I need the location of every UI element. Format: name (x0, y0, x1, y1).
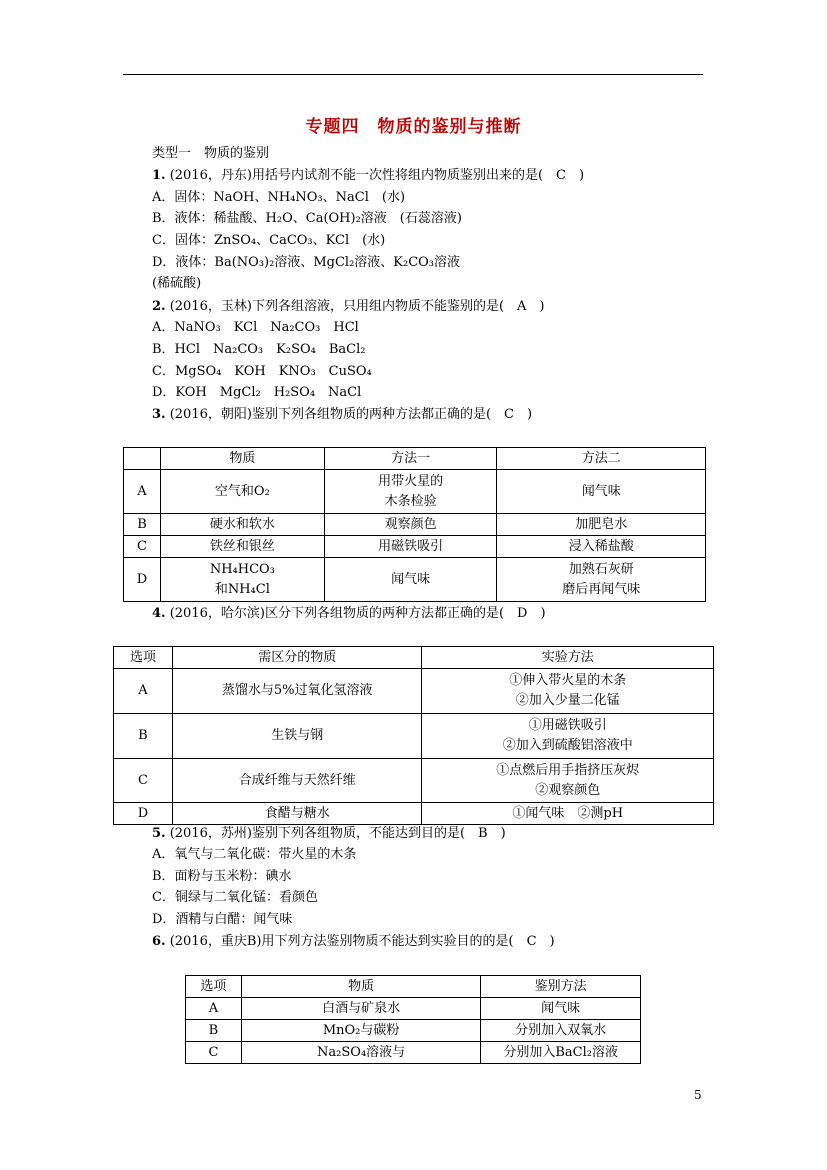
question-5-stem: (2016，苏州)鉴别下列各组物质，不能达到目的是( B ) (169, 826, 506, 841)
q1-option-d-reagent: (稀硫酸) (152, 276, 202, 291)
table-cell: ①闻气味 ②测pH (422, 803, 714, 825)
table-cell: 浸入稀盐酸 (497, 536, 706, 558)
q2-option-c: C．MgSO₄ KOH KNO₃ CuSO₄ (152, 364, 372, 379)
table-row (114, 803, 714, 825)
table-cell: Na₂SO₄溶液与 (241, 1042, 480, 1064)
table-cell: C (114, 759, 173, 803)
table-header-cell (124, 448, 161, 470)
table-cell: B (186, 1020, 242, 1042)
q5-option-b: B．面粉与玉米粉：碘水 (152, 869, 292, 884)
question-4: 4. (2016，哈尔滨)区分下列各组物质的两种方法都正确的是( D ) (152, 606, 546, 621)
question-1: 1. (2016，丹东)用括号内试剂不能一次性将组内物质鉴别出来的是( C ) (152, 168, 585, 183)
table-header-row (124, 448, 706, 470)
table-cell: 铁丝和银丝 (160, 536, 324, 558)
question-1-stem: (2016，丹东)用括号内试剂不能一次性将组内物质鉴别出来的是( C ) (169, 168, 585, 183)
q5-option-a: A．氧气与二氧化碳：带火星的木条 (152, 847, 357, 862)
table-cell: B (124, 514, 161, 536)
q2-option-a: A．NaNO₃ KCl Na₂CO₃ HCl (152, 320, 359, 335)
q2-option-d: D．KOH MgCl₂ H₂SO₄ NaCl (152, 385, 362, 400)
table-cell: A (114, 669, 173, 714)
q5-option-d: D．酒精与白醋：闻气味 (152, 912, 293, 927)
table-cell: ①用磁铁吸引 ②加入到硫酸铝溶液中 (422, 714, 714, 759)
table-row (124, 558, 706, 602)
table-row (124, 536, 706, 558)
table-cell: C (186, 1042, 242, 1064)
header-rule (123, 74, 703, 75)
table-cell: 闻气味 (497, 470, 706, 514)
table-row (114, 759, 714, 803)
table-header-cell: 物质 (160, 448, 324, 470)
table-cell: 闻气味 (324, 558, 497, 602)
question-6-stem: (2016，重庆B)用下列方法鉴别物质不能达到实验目的的是( C ) (169, 934, 555, 949)
q6-table (185, 975, 641, 1064)
table-cell: 蒸馏水与5%过氧化氢溶液 (172, 669, 422, 714)
table-cell: 食醋与糖水 (172, 803, 422, 825)
table-cell: A (124, 470, 161, 514)
table-cell: MnO₂与碳粉 (241, 1020, 480, 1042)
table-header-row (186, 976, 641, 998)
table-cell: B (114, 714, 173, 759)
q2-option-b: B．HCl Na₂CO₃ K₂SO₄ BaCl₂ (152, 342, 366, 357)
table-header-row (114, 647, 714, 669)
question-4-stem: (2016，哈尔滨)区分下列各组物质的两种方法都正确的是( D ) (169, 606, 546, 621)
table-cell: D (114, 803, 173, 825)
table-row (124, 514, 706, 536)
table-cell: 用磁铁吸引 (324, 536, 497, 558)
question-3: 3. (2016，朝阳)鉴别下列各组物质的两种方法都正确的是( C ) (152, 407, 533, 422)
table-header-cell: 物质 (241, 976, 480, 998)
table-cell: ①点燃后用手指挤压灰烬 ②观察颜色 (422, 759, 714, 803)
q1-option-d: D．液体：Ba(NO₃)₂溶液、MgCl₂溶液、K₂CO₃溶液 (152, 255, 461, 270)
q1-option-c: C．固体：ZnSO₄、CaCO₃、KCl (水) (152, 233, 386, 248)
table-cell: 分别加入BaCl₂溶液 (481, 1042, 641, 1064)
table-cell: 加肥皂水 (497, 514, 706, 536)
question-2-stem: (2016，玉林)下列各组溶液，只用组内物质不能鉴别的是( A ) (169, 299, 545, 314)
table-cell: 生铁与钢 (172, 714, 422, 759)
q5-option-c: C．铜绿与二氧化锰：看颜色 (152, 890, 318, 905)
table-cell: 硬水和软水 (160, 514, 324, 536)
table-row (114, 669, 714, 714)
table-header-cell: 需区分的物质 (172, 647, 422, 669)
question-6: 6. (2016，重庆B)用下列方法鉴别物质不能达到实验目的的是( C ) (152, 934, 555, 949)
question-5: 5. (2016，苏州)鉴别下列各组物质，不能达到目的是( B ) (152, 826, 506, 841)
table-cell: 白酒与矿泉水 (241, 998, 480, 1020)
page-title: 专题四 物质的鉴别与推断 (305, 117, 522, 137)
table-cell: 分别加入双氧水 (481, 1020, 641, 1042)
table-cell: ①伸入带火星的木条 ②加入少量二化锰 (422, 669, 714, 714)
table-header-cell: 实验方法 (422, 647, 714, 669)
q1-option-a: A．固体：NaOH、NH₄NO₃、NaCl (水) (152, 190, 406, 205)
table-header-cell: 方法一 (324, 448, 497, 470)
question-3-stem: (2016，朝阳)鉴别下列各组物质的两种方法都正确的是( C ) (169, 407, 533, 422)
table-cell: 观察颜色 (324, 514, 497, 536)
q4-table (113, 646, 714, 825)
table-cell: 空气和O₂ (160, 470, 324, 514)
table-cell: C (124, 536, 161, 558)
question-2: 2. (2016，玉林)下列各组溶液，只用组内物质不能鉴别的是( A ) (152, 299, 545, 314)
page-number: 5 (694, 1088, 702, 1102)
table-cell: 用带火星的 木条检验 (324, 470, 497, 514)
table-row (186, 1020, 641, 1042)
table-cell: A (186, 998, 242, 1020)
table-row (114, 714, 714, 759)
q1-option-b: B．液体：稀盐酸、H₂O、Ca(OH)₂溶液 (石蕊溶液) (152, 211, 462, 226)
table-row (186, 998, 641, 1020)
table-cell: 合成纤维与天然纤维 (172, 759, 422, 803)
section-heading: 类型一 物质的鉴别 (152, 146, 270, 161)
table-cell: 闻气味 (481, 998, 641, 1020)
table-header-cell: 选项 (186, 976, 242, 998)
table-header-cell: 选项 (114, 647, 173, 669)
table-row (186, 1042, 641, 1064)
table-header-cell: 鉴别方法 (481, 976, 641, 998)
table-row (124, 470, 706, 514)
table-header-cell: 方法二 (497, 448, 706, 470)
q3-table (123, 447, 706, 602)
table-cell: D (124, 558, 161, 602)
table-cell: 加熟石灰研 磨后再闻气味 (497, 558, 706, 602)
table-cell: NH₄HCO₃ 和NH₄Cl (160, 558, 324, 602)
